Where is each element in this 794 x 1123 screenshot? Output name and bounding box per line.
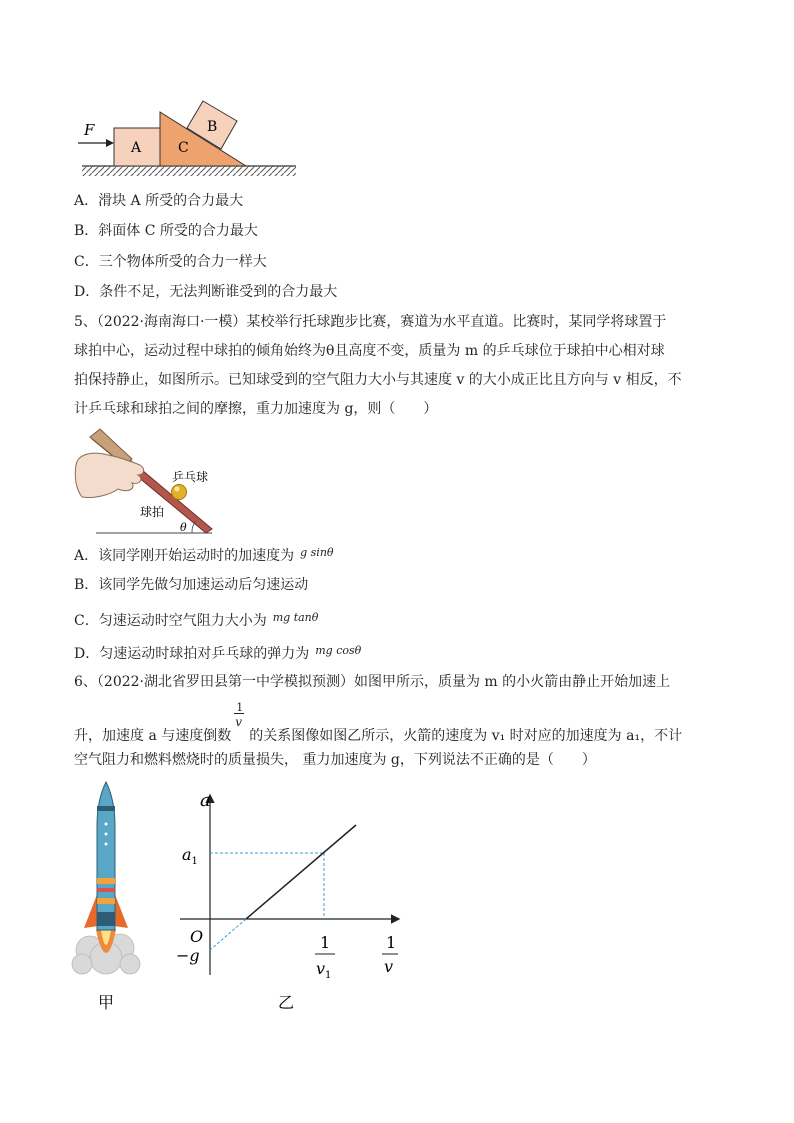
- x-axis-label-den: v: [384, 957, 394, 976]
- q5-option-d-math: mg cosθ: [315, 644, 362, 657]
- tick-den: [316, 959, 331, 981]
- figure-jia-caption: 甲: [98, 993, 115, 1012]
- tick-den-sub: 1: [325, 970, 332, 981]
- q5-stem-line4: 计乒乓球和球拍之间的摩擦，重力加速度为 g，则（ ）: [74, 401, 438, 417]
- q5-option-d: [74, 641, 361, 664]
- block-c-label: C: [178, 140, 189, 156]
- q4-option-b: B．斜面体 C 所受的合力最大: [74, 223, 258, 239]
- block-a-label: A: [131, 140, 142, 156]
- neg-g-label: −g: [176, 946, 200, 965]
- rocket-band-5: [97, 912, 115, 926]
- hand: [75, 453, 143, 497]
- q5-stem-line1: 5、（2022·海南海口·一模）某校举行托球跑步比赛，赛道为水平直道。比赛时，某同学将球置于: [74, 314, 667, 330]
- q6-stem-line2a: 升，加速度 a 与速度倒数: [74, 728, 232, 744]
- extrapolation-line: [210, 919, 246, 950]
- rocket-window-3: [105, 843, 108, 846]
- ball-highlight: [175, 487, 180, 492]
- rocket-band-4: [97, 898, 115, 904]
- q5-stem-line2: 球拍中心，运动过程中球拍的倾角始终为θ且高度不变，质量为 m 的乒乓球位于球拍中心相对球: [74, 343, 665, 359]
- tick-den-main: v: [316, 959, 326, 978]
- q6-stem-line2b: 的关系图像如图乙所示，火箭的速度为 v₁ 时对应的加速度为 a₁，不计: [249, 728, 683, 744]
- q5-option-a: [74, 543, 334, 566]
- q5-option-c-text: C．匀速运动时空气阻力大小为: [74, 613, 267, 629]
- acceleration-graph: [160, 780, 410, 1012]
- tick-num: 1: [320, 933, 331, 952]
- q6-stem-line3: 空气阻力和燃料燃烧时的质量损失， 重力加速度为 g，下列说法不正确的是（ ）: [74, 752, 596, 768]
- rocket-window-2: [105, 833, 108, 836]
- rocket-band-1: [97, 806, 115, 811]
- q5-option-b-text: B．该同学先做匀加速运动后匀速运动: [74, 577, 309, 593]
- rocket-band-2: [97, 878, 115, 884]
- rocket-fin-right: [114, 892, 128, 928]
- y-axis-label: a: [200, 790, 211, 811]
- a-vs-inverse-v-line: [246, 825, 356, 919]
- a1-label: [182, 845, 198, 867]
- inverse-v-num: 1: [236, 701, 244, 714]
- q4-option-a: A．滑块 A 所受的合力最大: [74, 193, 244, 209]
- q5-option-c-math: mg tanθ: [272, 611, 319, 624]
- q5-option-c: [74, 608, 318, 631]
- x-axis-label-num: 1: [386, 933, 397, 952]
- rocket-window-1: [105, 823, 108, 826]
- rocket-fin-left: [84, 892, 98, 928]
- q6-stem-line2: [74, 701, 683, 746]
- angle-label: θ: [180, 521, 187, 534]
- racket-label: 球拍: [140, 505, 165, 519]
- inverse-v-den: v: [235, 715, 243, 729]
- rocket-body: [97, 782, 115, 930]
- ground-hatch: [82, 166, 296, 176]
- q5-option-a-math: g sinθ: [300, 546, 334, 559]
- q4-option-d: D．条件不足，无法判断谁受到的合力最大: [74, 284, 338, 300]
- block-b-label: B: [207, 119, 218, 135]
- q6-stem-line1: 6、（2022·湖北省罗田县第一中学模拟预测）如图甲所示，质量为 m 的小火箭由静止开始加速上: [74, 674, 671, 690]
- q5-option-d-text: D．匀速运动时球拍对乒乓球的弹力为: [74, 646, 310, 662]
- rocket-figure: [68, 780, 148, 1012]
- racket-figure: [74, 425, 234, 537]
- force-label: F: [84, 121, 95, 139]
- q4-option-c: C．三个物体所受的合力一样大: [74, 254, 267, 270]
- ball-label: 乒乓球: [172, 470, 209, 484]
- figure-yi-caption: 乙: [278, 993, 295, 1012]
- q5-option-a-text: A．该同学刚开始运动时的加速度为: [74, 548, 295, 564]
- inverse-v-fraction: [233, 701, 247, 740]
- origin-label: O: [190, 927, 204, 946]
- rocket-band-3: [97, 888, 115, 892]
- q5-option-b: [74, 575, 308, 595]
- a1-label-main: a: [182, 845, 192, 864]
- force-arrow-head: [106, 139, 114, 147]
- a1-label-sub: 1: [191, 856, 198, 867]
- blocks-figure: [74, 95, 304, 185]
- ping-pong-ball: [172, 485, 187, 500]
- q5-stem-line3: 拍保持静止，如图所示。已知球受到的空气阻力大小与其速度 v 的大小成正比且方向与 v 相反，不: [74, 372, 682, 388]
